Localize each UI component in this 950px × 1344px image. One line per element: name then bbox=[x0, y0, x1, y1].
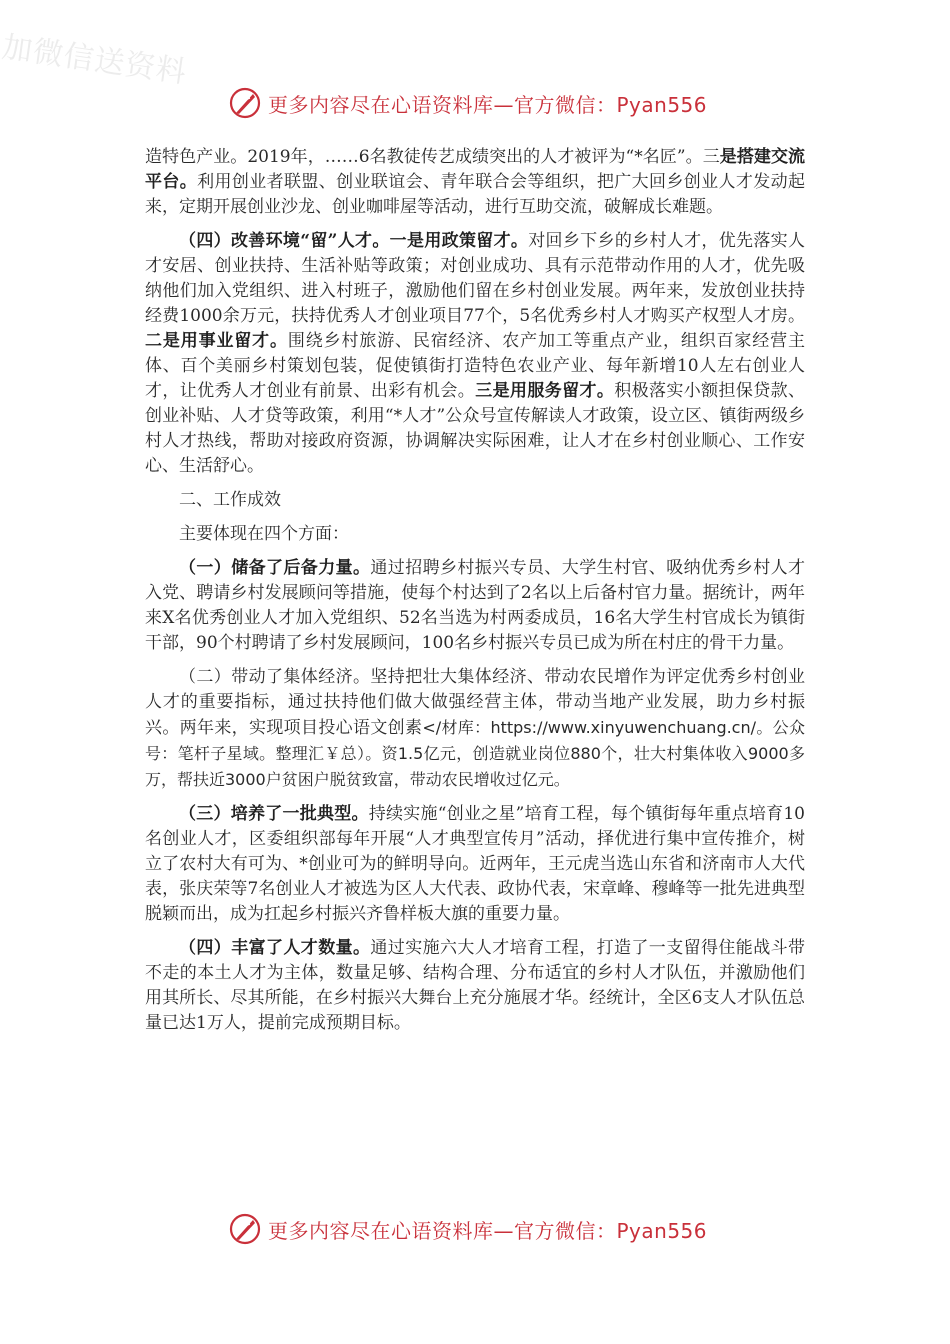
paragraph-intro: 主要体现在四个方面： bbox=[179, 524, 349, 544]
bold-heading: （四）改善环境“留”人才。一是用政策留才。 bbox=[179, 231, 529, 251]
bold-heading: （三）培养了一批典型。 bbox=[179, 804, 369, 824]
header-banner[interactable] bbox=[228, 86, 728, 120]
footer-banner-text: 更多内容尽在心语资料库—官方微信：Pyan556 bbox=[268, 1218, 708, 1243]
paragraph-platform: 造特色产业。2019年，……6名教徒传艺成绩突出的人才被评为“*名匠”。三是搭建交流平台。利用创业者联盟、创业联谊会、青年联合会等组织，把广大回乡创业人才发动起来，定期开展创业沙龙、创业咖啡屋等活动，进行互助交流，破解成长难题。 bbox=[145, 147, 806, 217]
paragraph-reserve: （一）储备了后备力量。通过招聘乡村振兴专员、大学生村官、吸纳优秀乡村人才入党、聘请乡村发展顾问等措施，使每个村达到了2名以上后备村官力量。据统计，两年来X名优秀创业人才加入党组织、52名当选为村两委成员，16名大学生村官成长为镇街干部，90个村聘请了乡村发展顾问，100名乡村振兴专员已成为所在村庄的骨干力量。 bbox=[145, 558, 806, 653]
bold-heading: 二是用事业留才。 bbox=[145, 331, 288, 351]
bold-heading: 三是用服务留才。 bbox=[475, 381, 615, 401]
section-heading: 二、工作成效 bbox=[179, 490, 281, 510]
quill-logo-icon bbox=[228, 86, 262, 120]
bold-heading: （四）丰富了人才数量。 bbox=[179, 938, 371, 958]
bold-heading: 是搭建交流平台。 bbox=[145, 147, 805, 192]
paragraph-retain-talent: （四）改善环境“留”人才。一是用政策留才。对回乡下乡的乡村人才，优先落实人才安居、创业扶持、生活补贴等政策；对创业成功、具有示范带动作用的人才，优先吸纳他们加入党组织、进入村班子，激励他们留在乡村创业发展。两年来，发放创业扶持经费1000余万元，扶持优秀人才创业项目77个，5名优秀乡村人才购买产权型人才房。二是用事业留才。围绕乡村旅游、民宿经济、农产加工等重点产业，组织百家经营主体、百个美丽乡村策划包装，促使镇街打造特色农业产业、每年新增10人左右创业人才，让优秀人才创业有前景、出彩有机会。三是用服务留才。积极落实小额担保贷款、创业补贴、人才贷等政策，利用“*人才”公众号宣传解读人才政策，设立区、镇街两级乡村人才热线，帮助对接政府资源，协调解决实际困难，让人才在乡村创业顺心、工作安心、生活舒心。 bbox=[145, 231, 806, 476]
paragraph-collective-economy: （二）带动了集体经济。坚持把壮大集体经济、带动农民增作为评定优秀乡村创业人才的重要指标，通过扶持他们做大做强经营主体，带动当地产业发展，助力乡村振兴。两年来，实现项目投心语文创素</材库：https://www.xinyuwenchuang.cn/。公众号：笔杆子星域。整理汇￥总）。资1.5亿元，创造就业岗位880个，壮大村集体收入9000多万，帮扶近3000户贫困户脱贫致富，带动农民增收过亿元。 bbox=[145, 667, 806, 789]
watermark-text: 加微信送资料 bbox=[0, 29, 190, 91]
bold-heading: （一）储备了后备力量。 bbox=[179, 558, 371, 578]
document-body bbox=[145, 145, 805, 1045]
embedded-ad-text: </材库：https://www.xinyuwenchuang.cn/。公众号：笔杆子星域。整理汇￥总）。资1.5亿元，创造就业岗位880个，壮大村集体收入9000多万，帮扶近3000户贫困户脱贫致富，带动农民增收过亿元。 bbox=[145, 718, 806, 789]
quill-logo-icon bbox=[228, 1212, 262, 1246]
paragraph-talent-quantity: （四）丰富了人才数量。通过实施六大人才培育工程，打造了一支留得住能战斗带不走的本土人才为主体，数量足够、结构合理、分布适宜的乡村人才队伍，并激励他们用其所长、尽其所能，在乡村振兴大舞台上充分施展才华。经统计，全区6支人才队伍总量已达1万人，提前完成预期目标。 bbox=[145, 938, 806, 1033]
paragraph-models: （三）培养了一批典型。持续实施“创业之星”培育工程，每个镇街每年重点培育10名创业人才，区委组织部每年开展“人才典型宣传月”活动，择优进行集中宣传推介，树立了农村大有可为、*创业可为的鲜明导向。近两年，王元虎当选山东省和济南市人大代表，张庆荣等7名创业人才被选为区人大代表、政协代表，宋章峰、穆峰等一批先进典型脱颖而出，成为扛起乡村振兴齐鲁样板大旗的重要力量。 bbox=[145, 804, 806, 924]
footer-banner[interactable] bbox=[228, 1212, 728, 1246]
header-banner-text: 更多内容尽在心语资料库—官方微信：Pyan556 bbox=[268, 92, 708, 117]
